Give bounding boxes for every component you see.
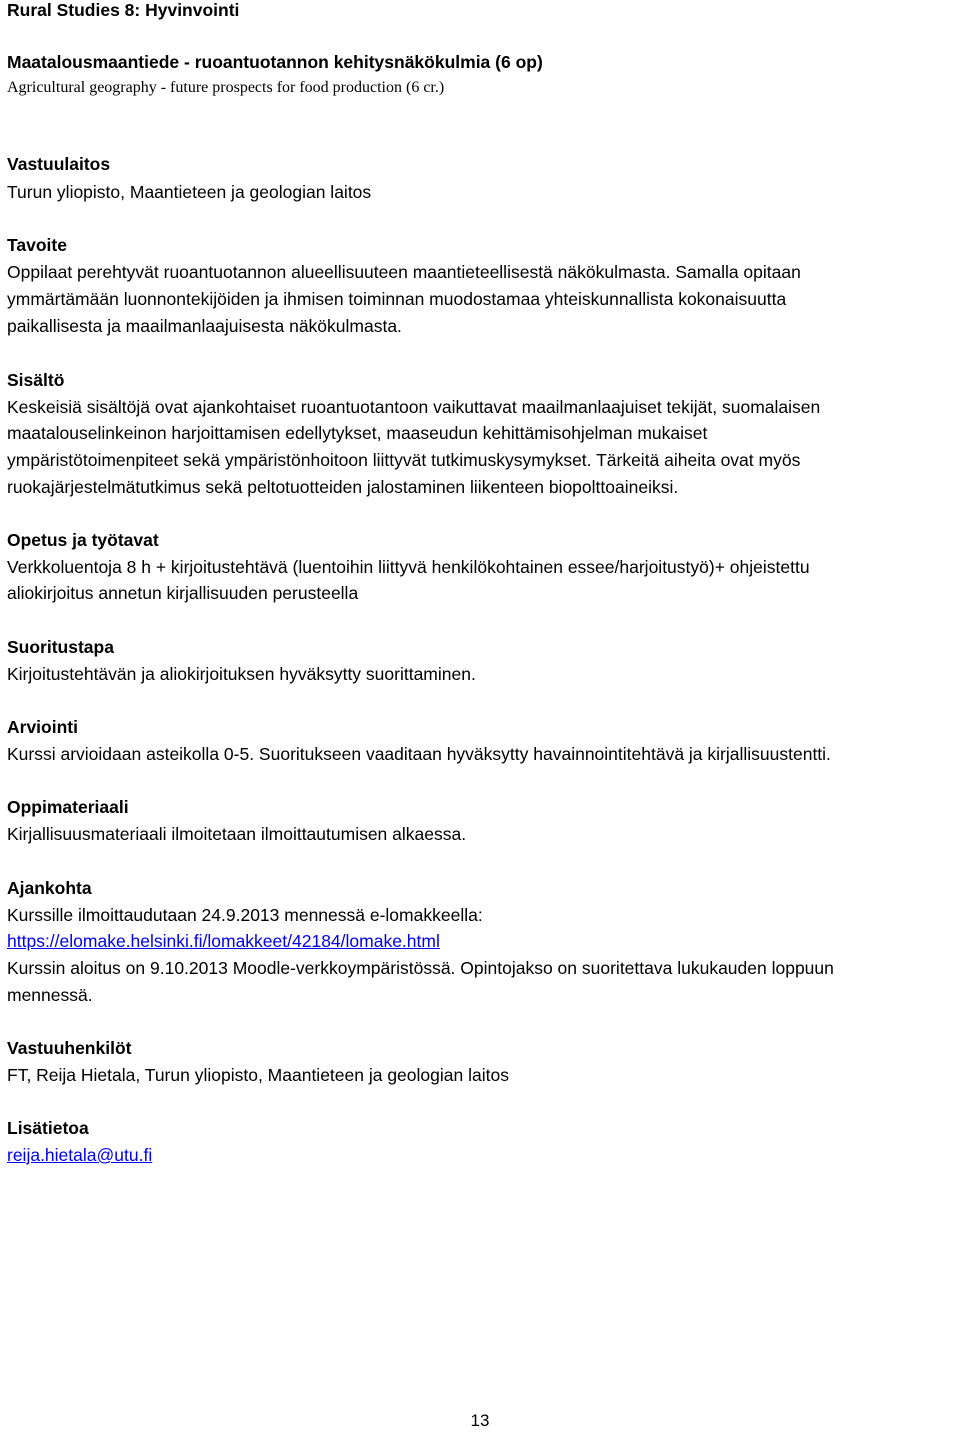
vastuuhenkilot-text: FT, Reija Hietala, Turun yliopisto, Maantieteen ja geologian laitos [7, 1065, 509, 1085]
arviointi-text: Kurssi arvioidaan asteikolla 0-5. Suoritukseen vaaditaan hyväksytty havainnointitehtävä ja kirjallisuustentti. [7, 744, 831, 764]
sisalto-text-line: maatalouselinkeinon harjoittamisen edellytykset, maaseudun kehittämisohjelman mukaiset [7, 423, 708, 443]
heading-vastuuhenkilot: Vastuuhenkilöt [7, 1038, 132, 1058]
sisalto-text-line: ruokajärjestelmätutkimus sekä peltotuotteiden jalostaminen liikenteen biopolttoaineiksi. [7, 477, 679, 497]
tavoite-text-line: paikallisesta ja maailmanlaajuisesta näkökulmasta. [7, 316, 402, 336]
sisalto-text-line: ympäristötoimenpiteet sekä ympäristönhoitoon liittyvät tutkimuskysymykset. Tärkeitä aiheita ovat myös [7, 450, 801, 470]
heading-lisatietoa: Lisätietoa [7, 1118, 89, 1138]
ajankohta-text-line: Kurssin aloitus on 9.10.2013 Moodle-verkkoympäristössä. Opintojakso on suoritettava lukukauden loppuun [7, 958, 834, 978]
course-title-en: Agricultural geography - future prospects for food production (6 cr.) [7, 79, 445, 96]
heading-tavoite: Tavoite [7, 235, 67, 255]
vastuulaitos-text: Turun yliopisto, Maantieteen ja geologian laitos [7, 182, 372, 202]
ajankohta-text-line: mennessä. [7, 985, 93, 1005]
registration-form-link[interactable]: https://elomake.helsinki.fi/lomakkeet/42184/lomake.html [7, 931, 440, 951]
heading-suoritustapa: Suoritustapa [7, 637, 114, 657]
tavoite-text-line: Oppilaat perehtyvät ruoantuotannon alueellisuuteen maantieteellisestä näkökulmasta. Samalla opitaan [7, 262, 801, 282]
heading-arviointi: Arviointi [7, 717, 78, 737]
page-number: 13 [470, 1411, 490, 1430]
heading-oppimateriaali: Oppimateriaali [7, 797, 129, 817]
heading-opetus: Opetus ja työtavat [7, 530, 159, 550]
sisalto-text-line: Keskeisiä sisältöjä ovat ajankohtaiset ruoantuotantoon vaikuttavat maailmanlaajuiset tekijät, suomalaisen [7, 397, 821, 417]
heading-vastuulaitos: Vastuulaitos [7, 154, 111, 174]
course-title-fi: Maatalousmaantiede - ruoantuotannon kehitysnäkökulmia (6 op) [7, 52, 543, 72]
heading-sisalto: Sisältö [7, 370, 65, 390]
opetus-text-line: Verkkoluentoja 8 h + kirjoitustehtävä (luentoihin liittyvä henkilökohtainen essee/harjoitustyö)+ ohjeistettu [7, 557, 810, 577]
series-title: Rural Studies 8: Hyvinvointi [7, 0, 240, 20]
contact-email-link[interactable]: reija.hietala@utu.fi [7, 1145, 153, 1165]
suoritustapa-text: Kirjoitustehtävän ja aliokirjoituksen hyväksytty suorittaminen. [7, 664, 476, 684]
opetus-text-line: aliokirjoitus annetun kirjallisuuden perusteella [7, 583, 359, 603]
tavoite-text-line: ymmärtämään luonnontekijöiden ja ihmisen toiminnan muodostamaa yhteiskunnallista kokonaisuutta [7, 289, 787, 309]
oppimateriaali-text: Kirjallisuusmateriaali ilmoitetaan ilmoittautumisen alkaessa. [7, 824, 467, 844]
ajankohta-text-line: Kurssille ilmoittaudutaan 24.9.2013 mennessä e-lomakkeella: [7, 905, 483, 925]
heading-ajankohta: Ajankohta [7, 878, 92, 898]
